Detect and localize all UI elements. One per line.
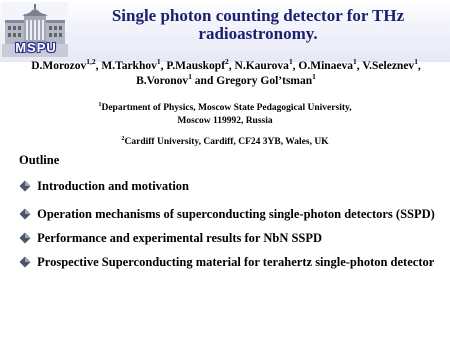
author-affiliation-marker: 1 [288, 57, 293, 67]
affiliation-marker: 2 [121, 135, 125, 142]
diamond-bullet-icon [19, 208, 31, 220]
diamond-bullet-icon [19, 256, 31, 268]
affiliation-1-line-1 [10, 102, 440, 115]
author-name: P.Mauskopf [166, 60, 226, 72]
affiliation-text: Department of Physics, Moscow State Pedagogical University, [101, 103, 352, 113]
author-name: N.Kaurova [234, 60, 289, 72]
author-affiliation-marker: 1 [414, 57, 418, 67]
author-name: O.Minaeva [298, 60, 354, 72]
outline-heading: Outline [19, 153, 60, 167]
list-item-text: Performance and experimental results for NbN SSPD [34, 231, 323, 245]
university-logo [2, 2, 68, 57]
list-item [19, 206, 439, 222]
diamond-bullet-icon [19, 232, 31, 244]
author-affiliation-marker: 1 [188, 72, 192, 82]
affiliation-text: Cardiff University, Cardiff, CF24 3YB, Wales, UK [124, 137, 329, 147]
list-item [19, 254, 439, 270]
affiliation-1-line-2: Moscow 119992, Russia [177, 116, 273, 126]
author-name: M.Tarkhov [101, 60, 157, 72]
list-item [19, 178, 439, 194]
author-separator: and [191, 75, 217, 87]
author-separator: , [228, 60, 235, 72]
author-separator: , [160, 60, 167, 72]
author-separator: , [292, 60, 299, 72]
author-line-2 [8, 74, 444, 89]
affiliation-1 [10, 102, 440, 128]
author-affiliation-marker: 1 [353, 57, 357, 67]
list-item-text: Prospective Superconducting material for terahertz single-photon detector [34, 255, 435, 269]
author-affiliation-marker: 1,2 [86, 57, 96, 67]
logo-text: MSPU [15, 40, 57, 55]
author-separator: , [356, 60, 363, 72]
presentation-title: Single photon counting detector for THz radioastronomy. [111, 6, 405, 43]
outline-list [19, 178, 439, 278]
author-affiliation-marker: 1 [156, 57, 161, 67]
list-item-text: Operation mechanisms of superconducting single-photon detectors (SSPD) [34, 207, 435, 221]
author-affiliation-marker: 2 [225, 57, 229, 67]
author-name: V.Seleznev [362, 60, 415, 72]
list-item [19, 230, 439, 246]
diamond-bullet-icon [19, 180, 31, 192]
author-name: D.Morozov [31, 60, 87, 72]
author-line-1 [8, 59, 444, 74]
affiliation-2 [10, 136, 440, 149]
author-separator: , [95, 60, 102, 72]
list-item-text: Introduction and motivation [34, 179, 190, 193]
author-list [8, 59, 444, 89]
author-name: B.Voronov [136, 75, 189, 87]
author-name: Gregory Gol’tsman [216, 75, 313, 87]
affiliation-marker: 1 [98, 101, 102, 108]
author-affiliation-marker: 1 [312, 72, 316, 82]
author-separator: , [417, 60, 421, 72]
